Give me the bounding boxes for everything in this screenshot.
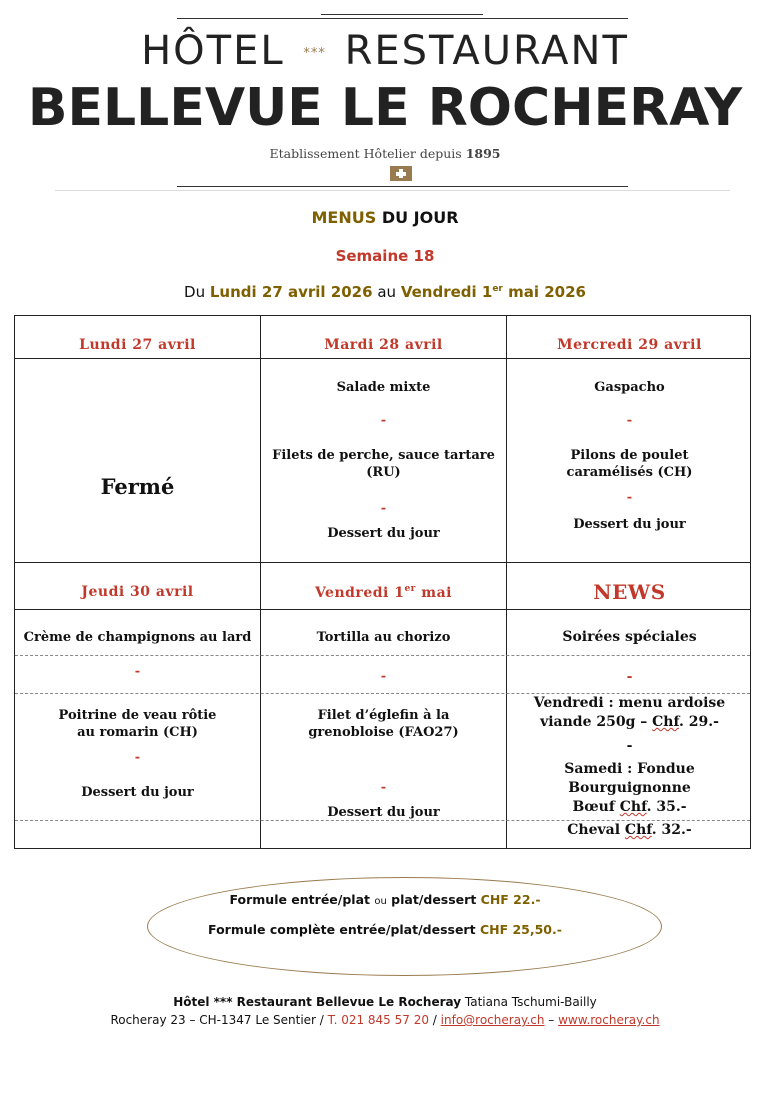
footer-name-line [0,995,770,1009]
day-header-mardi: Mardi 28 avril [324,337,443,353]
mardi-separator-1: - [380,413,387,428]
swiss-cross-icon [390,166,412,181]
footer-slash: / [428,1013,441,1027]
news-friday-price: . 29.- [678,714,719,730]
jeudi-main-line-1: Poitrine de veau rôtie [58,708,217,723]
news-friday-line-2 [507,714,752,731]
footer-phone[interactable]: T. 021 845 57 20 [327,1013,429,1027]
au-label: au [377,283,397,301]
news-title: Soirées spéciales [562,629,697,645]
mercredi-starter: Gaspacho [594,380,665,395]
footer-contact-line [0,1013,770,1027]
news-separator-1: - [626,669,633,685]
mercredi-main-line-1: Pilons de poulet [570,448,689,463]
mardi-starter: Salade mixte [336,380,431,395]
formule-1-label: Formule entrée/plat [229,892,375,907]
jeudi-dessert: Dessert du jour [81,785,194,800]
footer-email-link[interactable]: info@rocheray.ch [440,1013,545,1027]
stars-rating: *** [303,45,326,61]
established-line [0,146,770,161]
end-date-pre: Vendredi 1 [400,283,493,301]
footer-establishment: Hôtel *** Restaurant Bellevue Le Rocheray [173,995,462,1009]
news-friday-line-1: Vendredi : menu ardoise [533,695,726,711]
mardi-dessert: Dessert du jour [327,526,440,541]
jeudi-separator-1: - [134,664,141,679]
formule-2 [0,922,770,937]
established-year: 1895 [465,146,501,161]
bottom-logo-rule [177,186,628,187]
row-divider-1 [15,358,750,359]
brand-name: BELLEVUE LE ROCHERAY [27,78,743,138]
lundi-closed: Fermé [100,474,175,499]
jeudi-starter: Crème de champignons au lard [23,630,252,645]
mardi-separator-2: - [380,501,387,516]
footer-owner: Tatiana Tschumi-Bailly [461,995,597,1009]
news-saturday-currency: Chf [619,799,647,815]
news-friday-meat: viande 250g – [540,714,653,730]
footer-address: Rocheray 23 – CH-1347 Le Sentier / [110,1013,328,1027]
formule-1-or: ou [374,896,387,907]
date-range [0,283,770,301]
news-saturday-price: . 35.- [646,799,687,815]
vendredi-main-line-2: grenobloise (FAO27) [308,725,459,740]
news-horse-price: . 32.- [651,822,692,838]
mercredi-separator-2: - [626,490,633,505]
vendredi-main-line-1: Filet d’églefin à la [317,708,450,723]
start-date: Lundi 27 avril 2026 [209,283,373,301]
hotel-restaurant-heading [0,28,770,74]
vendredi-starter: Tortilla au chorizo [316,630,451,645]
end-date [401,283,586,301]
jeudi-main-line-2: au romarin (CH) [77,725,198,740]
page-title [0,208,770,227]
hotel-word: HÔTEL [141,28,285,74]
news-friday-currency: Chf [652,714,679,730]
mercredi-dessert: Dessert du jour [573,517,686,532]
header-divider [55,190,730,191]
news-horse-currency: Chf [624,822,652,838]
week-number: Semaine 18 [335,247,435,265]
dashed-divider-1 [15,655,750,656]
day-header-jeudi: Jeudi 30 avril [81,584,194,600]
footer-dash: – [544,1013,559,1027]
end-date-sup: er [492,284,503,294]
day-header-lundi: Lundi 27 avril [79,337,196,353]
formule-1-label-b: plat/dessert [386,892,481,907]
news-header: NEWS [593,580,666,604]
formule-2-price: CHF 25,50.- [479,922,562,937]
menus-word: MENUS [311,208,377,227]
formule-1 [0,892,770,907]
vendredi-label-pre: Vendredi 1 [314,585,405,601]
mercredi-main-line-2: caramélisés (CH) [566,465,693,480]
day-header-mercredi: Mercredi 29 avril [557,337,702,353]
end-date-post: mai 2026 [502,283,586,301]
top-long-rule [177,18,628,19]
news-horse-line [507,822,752,839]
vendredi-separator-1: - [380,669,387,684]
news-saturday-line-1: Samedi : Fondue [564,761,695,777]
row-divider-3 [15,609,750,610]
top-short-rule [321,14,483,15]
day-header-vendredi [261,584,506,601]
news-saturday-beef: Bœuf [572,799,620,815]
vendredi-dessert: Dessert du jour [327,805,440,820]
formule-1-price: CHF 22.- [480,892,541,907]
dashed-divider-2 [15,693,750,694]
formule-2-label: Formule complète entrée/plat/dessert [208,922,480,937]
du-jour-word: DU JOUR [381,208,459,227]
du-label: Du [184,283,206,301]
news-separator-2: - [626,738,633,754]
menu-table [14,315,751,849]
news-saturday-line-2: Bourguignonne [568,780,691,796]
news-horse-label: Cheval [567,822,625,838]
established-text: Etablissement Hôtelier depuis [269,146,462,161]
mercredi-separator-1: - [626,413,633,428]
vendredi-label-post: mai [415,585,452,601]
mardi-main: Filets de perche, sauce tartare (RU) [272,448,495,480]
vendredi-label-sup: er [404,584,416,594]
restaurant-word: RESTAURANT [344,28,629,74]
vendredi-separator-2: - [380,780,387,795]
news-saturday-line-3 [507,799,752,816]
footer-website-link[interactable]: www.rocheray.ch [558,1013,660,1027]
row-divider-2 [15,562,750,563]
jeudi-separator-2: - [134,750,141,765]
